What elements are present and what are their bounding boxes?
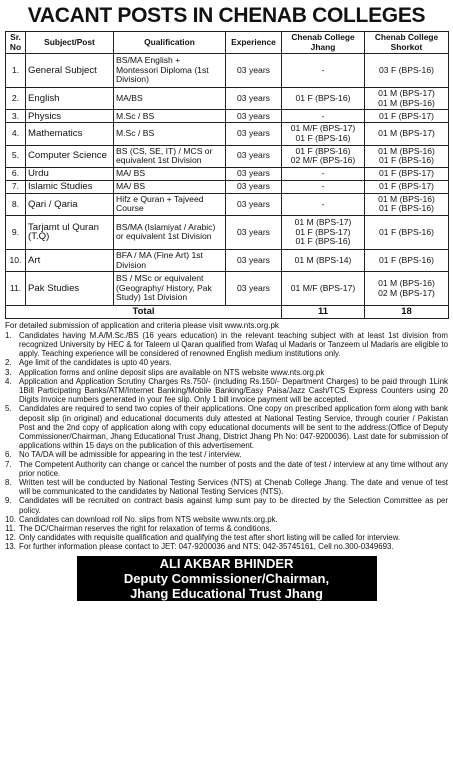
table-row <box>6 145 449 167</box>
note-number: 1. <box>5 330 12 340</box>
row-subject: Mathematics <box>26 123 114 145</box>
note-item <box>5 542 448 551</box>
row-jhang: - <box>282 193 365 215</box>
row-shorkot: 03 F (BPS-16) <box>365 54 449 88</box>
note-text: For further information please contact to JET: 047-9200036 and NTS: 042-35745161, Cell no.300-0349693. <box>19 542 394 552</box>
note-number: 13. <box>5 542 16 552</box>
note-number: 7. <box>5 459 12 469</box>
row-qualification: BS / MSc or equivalent (Geography/ History, Pak Study) 1st Division <box>114 272 226 306</box>
row-subject: Urdu <box>26 167 114 180</box>
note-item <box>5 460 448 478</box>
row-shorkot: 01 M (BPS-17) 01 M (BPS-16) <box>365 88 449 110</box>
note-number: 6. <box>5 450 12 460</box>
row-sr: 9. <box>6 215 26 249</box>
note-item <box>5 404 448 450</box>
row-subject: Pak Studies <box>26 272 114 306</box>
row-jhang: - <box>282 180 365 193</box>
row-subject: Art <box>26 249 114 271</box>
row-shorkot: 01 M (BPS-17) <box>365 123 449 145</box>
note-text: Candidates having M.A/M.Sc./BS (16 years education) in the relevant teaching subject with at least 1st division from recognized University by HEC & for Taleem ul Qaran qualified from Wafaq ul Madaris or Tanzeem ul Madaris are eligible to apply. Teaching experience will be considered of renowned English medium institutions only. <box>19 330 448 359</box>
row-sr: 1. <box>6 54 26 88</box>
note-text: Application forms and online deposit slips are available on NTS website www.nts.org.pk <box>19 367 325 377</box>
row-jhang: - <box>282 54 365 88</box>
note-item <box>5 358 448 367</box>
table-row <box>6 88 449 110</box>
header-jhang: Chenab College Jhang <box>282 32 365 54</box>
total-shorkot: 18 <box>365 306 449 319</box>
note-number: 9. <box>5 496 12 506</box>
note-item <box>5 331 448 359</box>
row-jhang: 01 M/F (BPS-17) 01 F (BPS-16) <box>282 123 365 145</box>
row-jhang: 01 M (BPS-14) <box>282 249 365 271</box>
notes-heading: For detailed submission of application and criteria please visit www.nts.org.pk <box>5 320 279 330</box>
row-sr: 2. <box>6 88 26 110</box>
signatory-title: Deputy Commissioner/Chairman, <box>123 570 330 586</box>
table-row <box>6 110 449 123</box>
note-number: 3. <box>5 367 12 377</box>
table-row <box>6 193 449 215</box>
row-sr: 7. <box>6 180 26 193</box>
row-qualification: M.Sc / BS <box>114 123 226 145</box>
row-qualification: MA/BS <box>114 88 226 110</box>
header-experience: Experience <box>226 32 282 54</box>
header-qualification: Qualification <box>114 32 226 54</box>
note-item <box>5 515 448 524</box>
total-row <box>6 306 449 319</box>
signatory-organization: Jhang Educational Trust Jhang <box>130 585 323 601</box>
row-qualification: MA/ BS <box>114 167 226 180</box>
row-sr: 4. <box>6 123 26 145</box>
table-row <box>6 167 449 180</box>
row-subject: Islamic Studies <box>26 180 114 193</box>
row-shorkot: 01 F (BPS-17) <box>365 180 449 193</box>
vacant-posts-table <box>5 31 449 319</box>
row-experience: 03 years <box>226 180 282 193</box>
row-subject: Physics <box>26 110 114 123</box>
note-item <box>5 478 448 496</box>
table-row <box>6 123 449 145</box>
page-title: VACANT POSTS IN CHENAB COLLEGES <box>27 4 426 27</box>
note-item <box>5 533 448 542</box>
note-item <box>5 496 448 514</box>
table-body <box>6 54 449 306</box>
row-qualification: BS/MA (Islamiyat / Arabic) or equivalent 1st Division <box>114 215 226 249</box>
note-text: No TA/DA will be admissible for appearing in the test / interview. <box>19 450 242 460</box>
note-item <box>5 450 448 459</box>
row-subject: Tarjamt ul Quran (T.Q) <box>26 215 114 249</box>
row-experience: 03 years <box>226 110 282 123</box>
note-text: The DC/Chairman reserves the right for relaxation of terms & conditions. <box>19 523 272 533</box>
note-number: 12. <box>5 533 16 543</box>
note-number: 5. <box>5 404 12 414</box>
note-number: 4. <box>5 376 12 386</box>
row-sr: 10. <box>6 249 26 271</box>
row-experience: 03 years <box>226 54 282 88</box>
note-text: Application and Application Scrutiny Charges Rs.750/- (including Rs.150/- Department Charges) to be paid through 1Link 1Bill Participating Banks/ATM/Internet Banking/Mobile Banking/Easy Paisa/Jazz Cash/TCS Express Counters using 20 Digits Invoice numbers generated in your fee slip. Only 1 bill invoice payment will be accepted. <box>19 376 448 405</box>
signature-block <box>77 556 377 601</box>
row-sr: 11. <box>6 272 26 306</box>
note-number: 11. <box>5 523 16 533</box>
row-shorkot: 01 M (BPS-16) 01 F (BPS-16) <box>365 145 449 167</box>
note-number: 2. <box>5 358 12 368</box>
note-text: Age limit of the candidates is upto 40 years. <box>19 358 172 368</box>
row-shorkot: 01 F (BPS-16) <box>365 215 449 249</box>
row-jhang: 01 M/F (BPS-17) <box>282 272 365 306</box>
row-sr: 5. <box>6 145 26 167</box>
row-sr: 6. <box>6 167 26 180</box>
table-row <box>6 249 449 271</box>
row-shorkot: 01 F (BPS-17) <box>365 167 449 180</box>
row-sr: 3. <box>6 110 26 123</box>
notes-list <box>5 331 448 552</box>
row-jhang: 01 M (BPS-17) 01 F (BPS-17) 01 F (BPS-16) <box>282 215 365 249</box>
note-text: Only candidates with requisite qualification and qualifying the test after short listing will be called for interview. <box>19 533 401 543</box>
row-qualification: Hifz e Quran + Tajveed Course <box>114 193 226 215</box>
table-row <box>6 272 449 306</box>
note-text: Candidates will be recruited on contract basis against lump sum pay to be directed by the Selection Committee as per policy. <box>19 496 448 515</box>
row-subject: English <box>26 88 114 110</box>
note-text: Written test will be conducted by National Testing Services (NTS) at Chenab College Jhang. The date and venue of test will be communicated to the candidates by National Testing Services (NTS). <box>19 477 448 497</box>
row-shorkot: 01 F (BPS-17) <box>365 110 449 123</box>
row-shorkot: 01 M (BPS-16) 02 M (BPS-17) <box>365 272 449 306</box>
table-row <box>6 54 449 88</box>
row-experience: 03 years <box>226 88 282 110</box>
row-qualification: BS/MA English + Montessori Diploma (1st Division) <box>114 54 226 88</box>
row-experience: 03 years <box>226 272 282 306</box>
table-header-row <box>6 32 449 54</box>
row-shorkot: 01 F (BPS-16) <box>365 249 449 271</box>
row-experience: 03 years <box>226 215 282 249</box>
row-qualification: MA/ BS <box>114 180 226 193</box>
row-jhang: 01 F (BPS-16) <box>282 88 365 110</box>
row-jhang: - <box>282 167 365 180</box>
row-sr: 8. <box>6 193 26 215</box>
row-experience: 03 years <box>226 193 282 215</box>
row-jhang: - <box>282 110 365 123</box>
row-jhang: 01 F (BPS-16) 02 M/F (BPS-16) <box>282 145 365 167</box>
note-text: Candidates are required to send two copies of their applications. One copy on prescribed application form along with bank deposit slip (in original) and educational documents duly attested at National Testing Service, through courier / Pakistan Post and the 2nd copy of application along with copy educational documents will be sent to the address:(Office of Deputy Commissioner/Chairman, Jhang Educational Trust Jhang, District Jhang Ph No: 047-9200036). Last date for submission of applications within 15 days on the publication of this advertisement. <box>19 404 448 451</box>
note-item <box>5 524 448 533</box>
note-item <box>5 377 448 405</box>
note-text: The Competent Authority can change or cancel the number of posts and the date of test / interview at any time without any prior notice. <box>19 459 448 478</box>
note-number: 10. <box>5 514 16 524</box>
row-subject: Qari / Qaria <box>26 193 114 215</box>
row-experience: 03 years <box>226 123 282 145</box>
table-row <box>6 180 449 193</box>
note-number: 8. <box>5 477 12 487</box>
row-subject: General Subject <box>26 54 114 88</box>
row-qualification: M.Sc / BS <box>114 110 226 123</box>
row-experience: 03 years <box>226 249 282 271</box>
row-experience: 03 years <box>226 145 282 167</box>
total-label: Total <box>6 306 282 319</box>
table-row <box>6 215 449 249</box>
header-shorkot: Chenab College Shorkot <box>365 32 449 54</box>
header-subject: Subject/Post <box>26 32 114 54</box>
total-jhang: 11 <box>282 306 365 319</box>
header-sr: Sr. No <box>6 32 26 54</box>
row-shorkot: 01 M (BPS-16) 01 F (BPS-16) <box>365 193 449 215</box>
row-qualification: BS (CS, SE, IT) / MCS or equivalent 1st Division <box>114 145 226 167</box>
signatory-name: ALI AKBAR BHINDER <box>159 555 294 571</box>
row-qualification: BFA / MA (Fine Art) 1st Division <box>114 249 226 271</box>
row-subject: Computer Science <box>26 145 114 167</box>
note-item <box>5 368 448 377</box>
row-experience: 03 years <box>226 167 282 180</box>
note-text: Candidates can download roll No. slips from NTS website www.nts.org.pk. <box>19 514 278 524</box>
